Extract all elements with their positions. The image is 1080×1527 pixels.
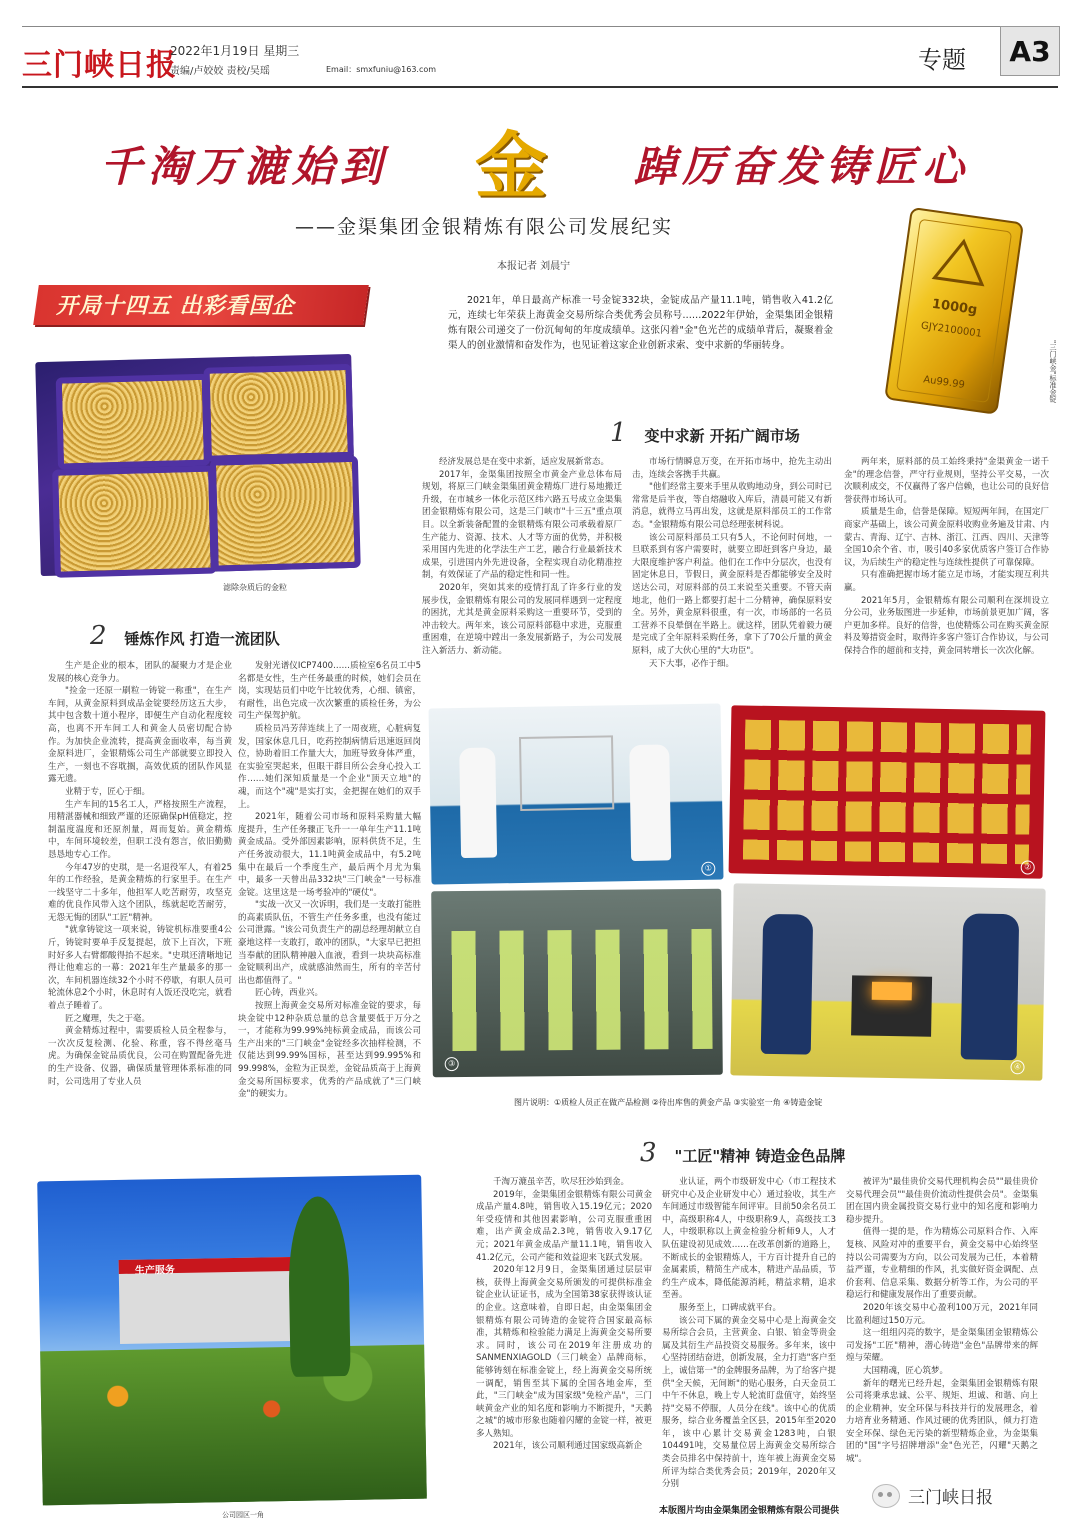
editor-credits: 责编/卢姣姣 责校/吴瑶 bbox=[170, 66, 270, 77]
grain-tray bbox=[203, 364, 353, 462]
watermark-text: 三门峡日报 bbox=[908, 1488, 993, 1508]
paragraph: 天下大事，必作于细。 bbox=[649, 658, 735, 669]
byline: 本报记者 刘晨宁 bbox=[497, 261, 571, 272]
banner-text: 开局十四五 出彩看国企 bbox=[56, 294, 295, 319]
paragraph: 匠之魔理，失之于毫。 bbox=[65, 1013, 151, 1024]
section-3-column-b bbox=[662, 1176, 836, 1490]
headline-right: 踔厉奋发铸匠心 bbox=[633, 142, 970, 191]
gold-bars-photo bbox=[729, 705, 1046, 878]
headline-left: 千淘万漉始到 bbox=[100, 142, 389, 191]
section-3-column-c bbox=[846, 1176, 1038, 1476]
issue-date: 2022年1月19日 星期三 bbox=[170, 44, 300, 58]
gold-bar-purity: Au99.99 bbox=[922, 374, 966, 391]
section-3-column-a bbox=[476, 1176, 652, 1476]
grain-tray bbox=[56, 374, 210, 470]
gold-grains-caption: 滤除杂质后的金粒 bbox=[223, 583, 287, 592]
paragraph: 只有准确把握市场才能立足市场，才能实现互利共赢。 bbox=[844, 570, 1049, 593]
paragraph: 千淘万漉虽辛苦，吹尽狂沙始到金。 bbox=[493, 1177, 630, 1187]
wechat-icon bbox=[872, 1484, 900, 1508]
paragraph: 2017年，金渠集团按照全市黄金产业总体布局规划，将原三门峡金渠集团黄金精炼厂进行易地搬迁升级，在市城乡一体化示范区纬六路五号成立金渠集团金银精炼有限公司，这是三门峡市"十三五"重点项目。以全新装备配置的金银精炼有限公司承载着原厂生产能力、资源、技术、人才等方面的优势，并积极采用国内先进的化学法生产工艺，融合行业最新技术成果，引进国内外先进设备，全程实现自动化精准控制，有效保证了产品的稳定性和同一性。 bbox=[422, 469, 622, 581]
section-2-heading bbox=[90, 621, 280, 651]
paragraph: 业认证，两个市级研发中心（市工程技术研究中心及企业研发中心）通过验收，其生产车间通过市级智能车间评审。目前50余名员工中，高级职称4人，中级职称9人，高级技工3人，中级职称以上黄金检验分析师9人，人才队伍建设初见成效……在改革创新的道路上，不断成长的金银精炼人，干方百计提升自己的金属素质，精简生产成本，精进产品品质，节约生产成本，降低能源消耗，精益求精，追求至善。 bbox=[662, 1177, 836, 1301]
paragraph: "就拿铸锭这一项来说，铸锭机标准要重4公斤，铸锭时要单手反复提起，放下上百次，下班时好多人右臂都酸得抬不起来。"史琪还清晰地记得让他难忘的一幕：2021年生产量最多的那一次，车间机器连续32个小时不停歇，有职人员可轮流休息2个小时，休息时有人饭还没吃完，就看着点子睡着了。 bbox=[48, 925, 232, 1012]
section-3-title: "工匠"精神 铸造金色品牌 bbox=[674, 1147, 846, 1165]
paragraph: 服务至上，口碑成就平台。 bbox=[679, 1302, 782, 1313]
headline bbox=[100, 123, 970, 208]
headline-gold-character: 金 bbox=[474, 123, 547, 208]
casting-photo bbox=[730, 883, 1045, 1080]
gold-bar-image bbox=[858, 210, 1038, 412]
paragraph: 2021年，随着公司市场和原料采购量大幅度提升，生产任务骤正飞升一一单年生产11.1吨黄金成品。受外部因素影响，原料供货不足，生产任务波动很大，11.1吨黄金成品中，有5.2吨集中在最后一个季度生产，最后两个月尤为集中，最多一天曾出品332块"三门峡金"一号标准金锭。这里这是一场考验冲的"硬仗"。 bbox=[238, 812, 421, 898]
paragraph: "他们经常主要来手里从收购地动身，到公司时已常常是后半夜，等自熔融收入库后，清晨可能又有新消息，就得立马再出发，这就是原料部员工的工作常态。"金银精炼有限公司总经理张树科说。 bbox=[632, 482, 832, 530]
campus-caption: 公司园区一角 bbox=[222, 1511, 264, 1519]
paragraph: 生产车间的15名工人，严格按照生产流程，用精湛器械和细致严谨的还原确保pH值稳定，控制温度温度和还原剂量，周而复始。黄金精炼中，车间环境较差，但职工没有怨言，依旧勤勤恳恳地专心工作。 bbox=[48, 799, 232, 860]
section-2-column-b bbox=[238, 660, 421, 1100]
section-1-number: 1 bbox=[610, 418, 627, 448]
paragraph: 这一组组闪亮的数字，是金渠集团金银精炼公司发扬"工匠"精神，潜心铸造"金色"品牌带来的辉煌与荣耀。 bbox=[846, 1328, 1038, 1364]
paragraph: 黄金精炼过程中，需要质检人员全程参与，一次次反复检测、化验、称重，容不得丝毫马虎。为确保金锭品质优良，公司在购置配备先进的生产设备、仪器，确保质量管理体系标准的同时，公司选用了专业人员 bbox=[48, 1026, 232, 1087]
paragraph: 该公司原料部员工只有5人，不论何时何地，一旦联系到有客户需要时，就要立即赶到客户身边，最大限度维护客户利益。他们在工作中分层次，也没有固定休息日，节假日，黄金原料是否都能够安全及时送达公司，对原料部的员工来说至关重要。不管天南地北，他们一路上都要打起十二分精神，确保原料安全。另外，黄金原料很重，有一次，市场部的一名员工营养不良晕倒在半路上。就这样，团队凭着毅力硬是完成了全年原料采购任务，拿下了70公斤量的黄金原料，成了大伙心里的"大功臣"。 bbox=[632, 532, 832, 656]
paragraph: 两年来，原料部的员工始终秉持"金渠黄金一诺千金"的理念信誉，严守行业规则，坚持公平交易，一次次顺利成交，不仅赢得了客户信赖，也让公司的良好信誉获得市场认可。 bbox=[844, 457, 1049, 505]
section-3-heading bbox=[640, 1138, 845, 1168]
grain-tray bbox=[210, 456, 361, 572]
intro-paragraph: 2021年，单日最高产标准一号金锭332块，金锭成品产量11.1吨，销售收入41.2亿元，连续七年荣获上海黄金交易所综合类优秀会员称号……2022年伊始，金渠集团金银精炼有限公司递交了一份沉甸甸的年度成绩单。这张闪着"金"色光芒的成绩单背后，凝聚着金渠人的创业激情和奋发作为，也见证着这家企业创新求索、变中求新的华丽转身。 bbox=[448, 295, 833, 351]
paragraph: 业精于专，匠心于细。 bbox=[65, 786, 151, 797]
masthead-rule bbox=[22, 86, 1058, 88]
section-1-column-c bbox=[844, 456, 1049, 674]
paragraph: 新年的曙光已经升起，金渠集团金银精炼有限公司将秉承忠诚、公平、规矩、坦诚、和谐、向上的企业精神，安全环保与科技并行的发展理念，着力培育业务精通、作风过硬的优秀团队，倾力打造安全环保、绿色无污染的新型精炼企业，为金渠集团的"国"字号招牌增添"金"色光芒，闪耀"天鹅之城"。 bbox=[846, 1378, 1038, 1465]
paragraph: 2020年，突如其来的疫情打乱了许多行业的发展步伐，金银精炼有限公司的发展同样遇到一定程度的困扰，尤其是黄金原料采购这一重要环节，受到的冲击较大。两年来，该公司原料部稳中求进，克服重重困难，在逆境中蹚出一条发展新路子，为公司发展注入新活力、新动能。 bbox=[422, 582, 622, 656]
email-address: Email：smxfuniu@163.com bbox=[326, 65, 437, 74]
top-rule bbox=[22, 26, 1058, 27]
campus-photo bbox=[37, 1175, 427, 1506]
page-number-badge: A3 bbox=[1000, 26, 1060, 76]
paragraph: 2019年，金渠集团金银精炼有限公司黄金成品产量4.8吨，销售收入15.19亿元；2020年受疫情和其他因素影响，公司克服重重困难，出产黄金成品2.3吨，销售收入9.17亿元；2021年黄金成品产量11.1吨，销售收入41.2亿元，公司产能和效益迎来飞跃式发展。 bbox=[476, 1189, 652, 1263]
gold-bar-serial: GJY2100001 bbox=[920, 320, 983, 340]
wechat-watermark bbox=[872, 1483, 993, 1508]
section-1-column-b bbox=[632, 456, 832, 674]
collage-caption: 图片说明：①质检人员正在做产品检测 ②待出库售的黄金产品 ③实验室一角 ④铸造金锭 bbox=[514, 1098, 823, 1107]
paragraph: 经济发展总是在变中求新，适应发展新常态。 bbox=[439, 457, 610, 467]
paragraph: 市场行情瞬息万变，在开拓市场中，抢先主动出击，连续会客携手共赢。 bbox=[632, 457, 832, 480]
paragraph: 匠心铸，西业兴。 bbox=[255, 988, 324, 999]
paragraph: 今年47岁的史琪，是一名退役军人，有着25年的工作经验，是黄金精炼的行家里手。在生产一线坚守二十多年，他担军人吃苦耐劳，攻坚克难的优良作风带入这个团队，练就起吃苦耐劳，无怨无悔的团队"工匠"精神。 bbox=[48, 862, 232, 923]
section-1-column-a bbox=[422, 456, 622, 674]
paragraph: 被评为"最佳贵价交易代理机构会员""最佳贵价交易代理会员""最佳贵价流动性提供会员"。金渠集团在国内贵金属投资交易行业中的知名度和影响力稳步提升。 bbox=[846, 1177, 1038, 1225]
paragraph: 按照上海黄金交易所对标准金锭的要求，每块金锭中12种杂质总量的总含量要低于万分之一，才能称为99.99%纯标黄金成品，而该公司生产出来的"三门峡金"金锭经多次抽样检测，不仅能达到99.99%国标，甚至达到99.995%和99.998%，金粒为正误差，金锭品质高于上海黄金交易所国标要求，优秀的产品成就了"三门峡金"的硬实力。 bbox=[238, 1001, 421, 1100]
paragraph: 质量是生命，信誉是保障。短短两年间，在国定厂商家产基础上，该公司黄金原料收购业务遍及甘肃、内蒙古、青海、辽宁、吉林、浙江、江西、四川、天津等全国10余个省、市，吸引40多家优质客户签订合作协议，为后续生产的稳定性与连续性提供了可靠保障。 bbox=[844, 507, 1049, 568]
lab-inspection-photo bbox=[428, 703, 723, 884]
grain-tray bbox=[52, 466, 217, 578]
section-2-number: 2 bbox=[90, 621, 107, 651]
paragraph: 2021年5月，金银精炼有限公司顺利在深圳设立分公司，业务版图进一步延伸，市场前景更加广阔，客户更加多样。良好的信誉，也使精炼公司在购买黄金原料及筹措资金时，取得许多客户签订合作协议，与公司保持合作的超前和支持，黄金同转增长一次次化解。 bbox=[844, 595, 1049, 656]
section-1-title: 变中求新 开拓广阔市场 bbox=[644, 427, 800, 445]
gold-grains-photo bbox=[35, 354, 356, 576]
photo-number: ④ bbox=[1010, 1060, 1024, 1074]
photo-credit: 本版图片均由金渠集团金银精炼有限公司提供 bbox=[659, 1506, 840, 1516]
paragraph: 生产是企业的根本，团队的凝聚力才是企业发展的核心竞争力。 bbox=[48, 661, 232, 684]
section-1-heading bbox=[610, 418, 800, 448]
gold-bar-caption: "三门峡金"标准金锭 bbox=[1049, 340, 1057, 403]
paragraph: 质检员冯芳萍连续上了一周夜班，心脏病复发，国家休息几日，吃药控制病情后迅速返回岗位，协助着旧工作量大大，加班导致身体严重，在实验室哭起来，但眼干群目所公会身心投入工作……她们深知质量是一个企业"顶天立地"的魂，而这个"魂"是实打实，金把握在她们的双手上。 bbox=[238, 723, 421, 810]
newspaper-logo: 三门峡日报 bbox=[22, 48, 177, 83]
gold-bar-weight: 1000g bbox=[930, 296, 979, 318]
paragraph: 2020年该交易中心盈利100万元，2021年同比盈利超过150万元。 bbox=[846, 1302, 1038, 1326]
section-2-column-a bbox=[48, 660, 232, 1087]
laboratory-photo bbox=[431, 889, 723, 1078]
section-label: 专题 bbox=[918, 46, 966, 74]
paragraph: 2020年12月9日，金渠集团通过层层审核，获得上海黄金交易所颁发的可提供标准金锭企业认证证书，成为全国第38家获得该认证的企业。这意味着，自即日起，由金渠集团金银精炼有限公司铸造的金锭符合国家最高标准，其精炼和检验能力满足上海黄金交易所要求。同时，该公司在2019年注册成功的SANMENXIAGOLD（三门峡金）品牌商标，能够铸刻在标准金锭上，经上海黄金交易所统一调配，销售至其下属的全国各地金库，至此，"三门峡金"成为国家级"免检产品"，三门峡黄金产业的知名度和影响力不断提升，"天鹅之城"的城市形象也随着闪耀的金锭一样，被更多人熟知。 bbox=[476, 1265, 652, 1439]
paragraph: 发射光谱仪ICP7400……质检室6名员工中5名都是女性，生产任务最重的时候，她们会员在岗，实现姑员们中吃午比较优秀，心细、镇密，有耐性，出色完成一次次繁重的质检任务，为公司生产保驾护航。 bbox=[238, 661, 421, 722]
photo-number: ① bbox=[701, 862, 715, 876]
paragraph: 2021年，该公司顺利通过国家级高新企 bbox=[493, 1441, 643, 1452]
paragraph: 大国精魂，匠心筑梦。 bbox=[863, 1365, 949, 1376]
photo-number: ③ bbox=[445, 1057, 459, 1071]
photo-number: ② bbox=[1021, 860, 1035, 874]
section-2-title: 锤炼作风 打造一流团队 bbox=[124, 630, 280, 648]
paragraph: "实战一次又一次诉明，我们是一支敢打能胜的高素质队伍，不管生产任务多重，也没有能过公司泄露。"该公司负责生产的副总经理胡献立自豪地这样一支敢打，敢冲的团队，"大家早已把担当奉献的团队精神融入血液，看到一块块高标准金锭顺利出产，成就感油然而生，所有的辛苦付出也都值得了。" bbox=[238, 900, 421, 986]
subtitle: ——金渠集团金银精炼有限公司发展纪实 bbox=[295, 216, 674, 238]
paragraph: "捡金一还原一刷粒一铸锭一称重"，在生产车间，从黄金原料到成品金锭要经历这五大步，其中包含数十道小程序，即便生产自动化程度较高，也离不开车间工人和黄金人员密切配合协作。为加快企业流转，提高黄金面收率，每当黄金原料进厂，金银精炼公司生产部就要立即投入生产，一刻也不容耽搁，高效优质的团队作风显露无遗。 bbox=[48, 686, 232, 785]
photo-collage bbox=[430, 706, 1045, 1078]
paragraph: 值得一提的是，作为精炼公司原料合作、入库复核、风险对冲的重要平台，黄金交易中心始终坚持以公司需要为方向，以公司发展为己任，本着精益严谨，专业精细的作风，扎实做好资金调配、点价套利、信息采集、数据分析等工作，为公司的平稳运行和健康发展作出了重要贡献。 bbox=[846, 1227, 1038, 1301]
paragraph: 该公司下属的黄金交易中心是上海黄金交易所综合会员，主营黄金、白银、铂金等贵金属及其衍生产品投资交易服务。多年来，该中心坚持团结奋进，创新发展，全力打造"客户至上，诚信第一"的金牌服务品牌，为了给客户提供"全天候，无间断"的贴心服务，白天金员工中午不休息，晚上专人轮流盯盘值守，始终坚持"交易不停服，人员分在线"。该中心的优质服务，综合业务覆盖全区县，2015年至2020年，该中心累计交易黄金1283吨，白银104491吨，交易量位居上海黄金交易所综合类会员排名中保持前十，连年被上海黄金交易所评为综合类优秀会员；2019年，2020年又分别 bbox=[662, 1315, 836, 1490]
section-3-number: 3 bbox=[640, 1138, 657, 1168]
building-sign: 生产服务 bbox=[134, 1264, 175, 1277]
